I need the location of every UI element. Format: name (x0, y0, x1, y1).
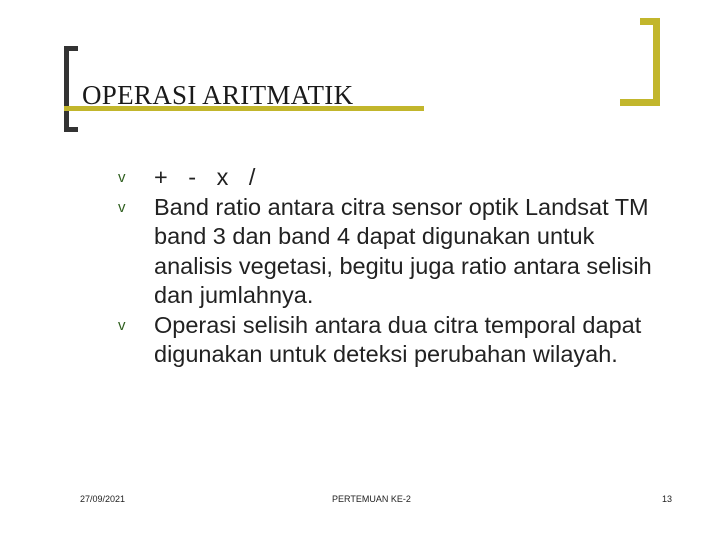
list-item (118, 311, 678, 370)
bullet-text-operators: + - x / (154, 164, 263, 190)
bullet-list (118, 163, 678, 370)
footer-page-number: 13 (662, 494, 673, 504)
bullet-text-temporal-difference: Operasi selisih antara dua citra temporal dapat digunakan untuk deteksi perubahan wilayah. (154, 311, 642, 367)
right-bracket-bottom-decoration (620, 99, 660, 106)
footer-date: 27/09/2021 (80, 494, 126, 504)
checkmark-bullet-icon: v (118, 198, 126, 216)
list-item (118, 193, 678, 311)
slide-title: OPERASI ARITMATIK (82, 80, 354, 110)
bullet-text-band-ratio: Band ratio antara citra sensor optik Landsat TM band 3 dan band 4 dapat digunakan untuk analisis vegetasi, begitu juga ratio antara selisih dan jumlahnya. (154, 193, 652, 308)
checkmark-bullet-icon: v (118, 316, 126, 334)
list-item (118, 163, 678, 193)
checkmark-bullet-icon: v (118, 169, 126, 186)
left-bracket-decoration (64, 46, 78, 132)
footer-session-label: PERTEMUAN KE-2 (332, 494, 411, 504)
right-bracket-decoration (653, 18, 660, 104)
